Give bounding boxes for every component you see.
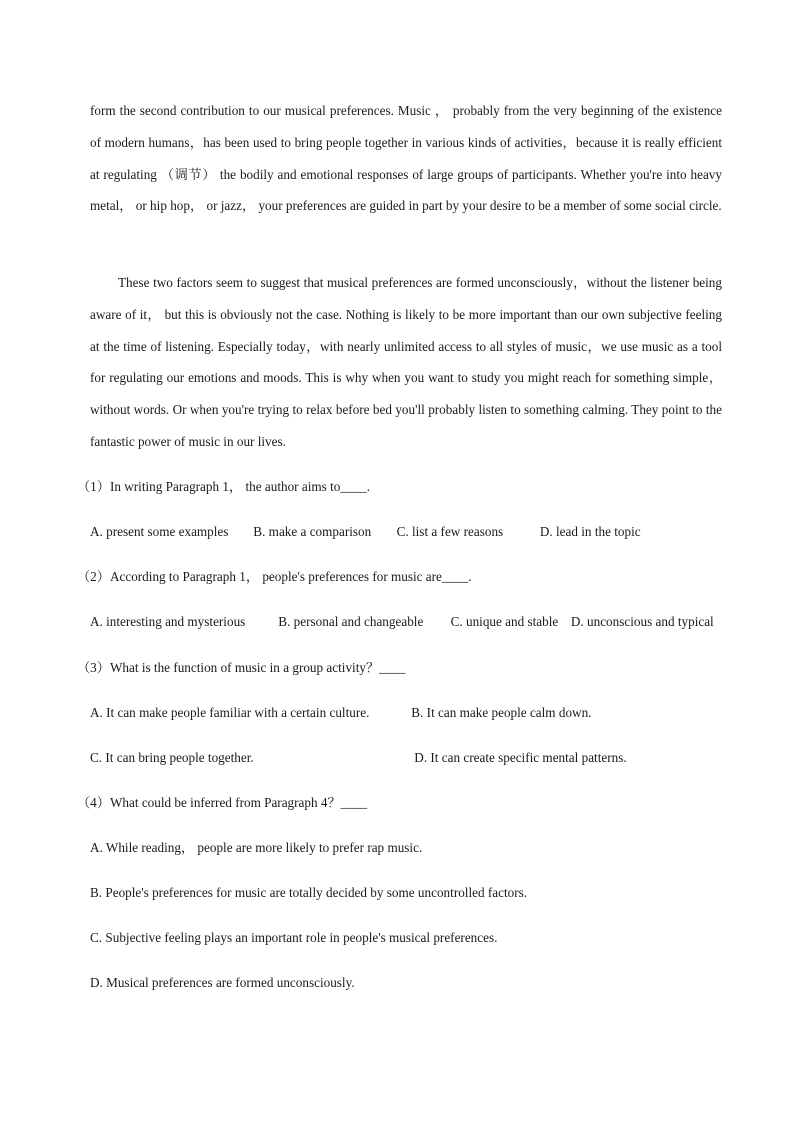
passage-paragraph: These two factors seem to suggest that musical preferences are formed unconsciously，without the listener being aware of it， but this is obviously not the case. Nothing is likely to be more important than our own subjective feeling at the time of listening. Especially today，with nearly unlimited access to all styles of music，we use music as a tool for regulating our emotions and moods. This is why when you want to study you might reach for something simple， without words. Or when you're trying to relax before bed you'll probably listen to something calming. They point to the fantastic power of music in our lives.: [90, 275, 722, 449]
question-2-options: [90, 613, 714, 631]
question-1-option-a: A. present some examples: [90, 524, 229, 539]
question-1-option-d: D. lead in the topic: [539, 524, 641, 539]
question-2-option-d: D. unconscious and typical: [570, 614, 714, 629]
question-3-options-row-2: [90, 749, 627, 767]
passage-paragraph-continued: form the second contribution to our musical preferences. Music ， probably from the very beginning of the existence of modern humans，has been used to bring people together in various kinds of activities，because it is really efficient at regulating （调节） the bodily and emotional responses of large groups of participants. Whether you're into heavy metal， or hip hop， or jazz， your preferences are guided in part by your desire to be a member of some social circle.: [90, 103, 722, 214]
question-2-option-b: B. personal and changeable: [278, 614, 424, 629]
question-4-option-d: D. Musical preferences are formed unconsciously.: [90, 975, 355, 990]
question-1-stem: （1）In writing Paragraph 1， the author aims to____.: [77, 479, 371, 494]
question-4-option-b: B. People's preferences for music are totally decided by some uncontrolled factors.: [90, 885, 528, 900]
question-1-option-c: C. list a few reasons: [396, 524, 504, 539]
question-2-option-a: A. interesting and mysterious: [90, 614, 246, 629]
question-1-option-b: B. make a comparison: [253, 524, 372, 539]
question-4-option-c: C. Subjective feeling plays an important role in people's musical preferences.: [90, 930, 498, 945]
question-2-option-c: C. unique and stable: [450, 614, 559, 629]
question-4-stem: （4）What could be inferred from Paragraph 4？____: [77, 795, 368, 810]
question-3-option-c: C. It can bring people together.: [90, 750, 254, 765]
question-1-options: [90, 523, 641, 541]
question-4-option-a: A. While reading， people are more likely to prefer rap music.: [90, 840, 423, 855]
question-3-option-d: D. It can create specific mental patterns.: [414, 750, 627, 765]
question-3-stem: （3）What is the function of music in a group activity？____: [77, 660, 406, 675]
question-3-option-b: B. It can make people calm down.: [411, 705, 592, 720]
question-3-options-row-1: [90, 704, 591, 722]
question-3-option-a: A. It can make people familiar with a certain culture.: [90, 705, 370, 720]
question-2-stem: （2）According to Paragraph 1， people's preferences for music are____.: [77, 569, 472, 584]
